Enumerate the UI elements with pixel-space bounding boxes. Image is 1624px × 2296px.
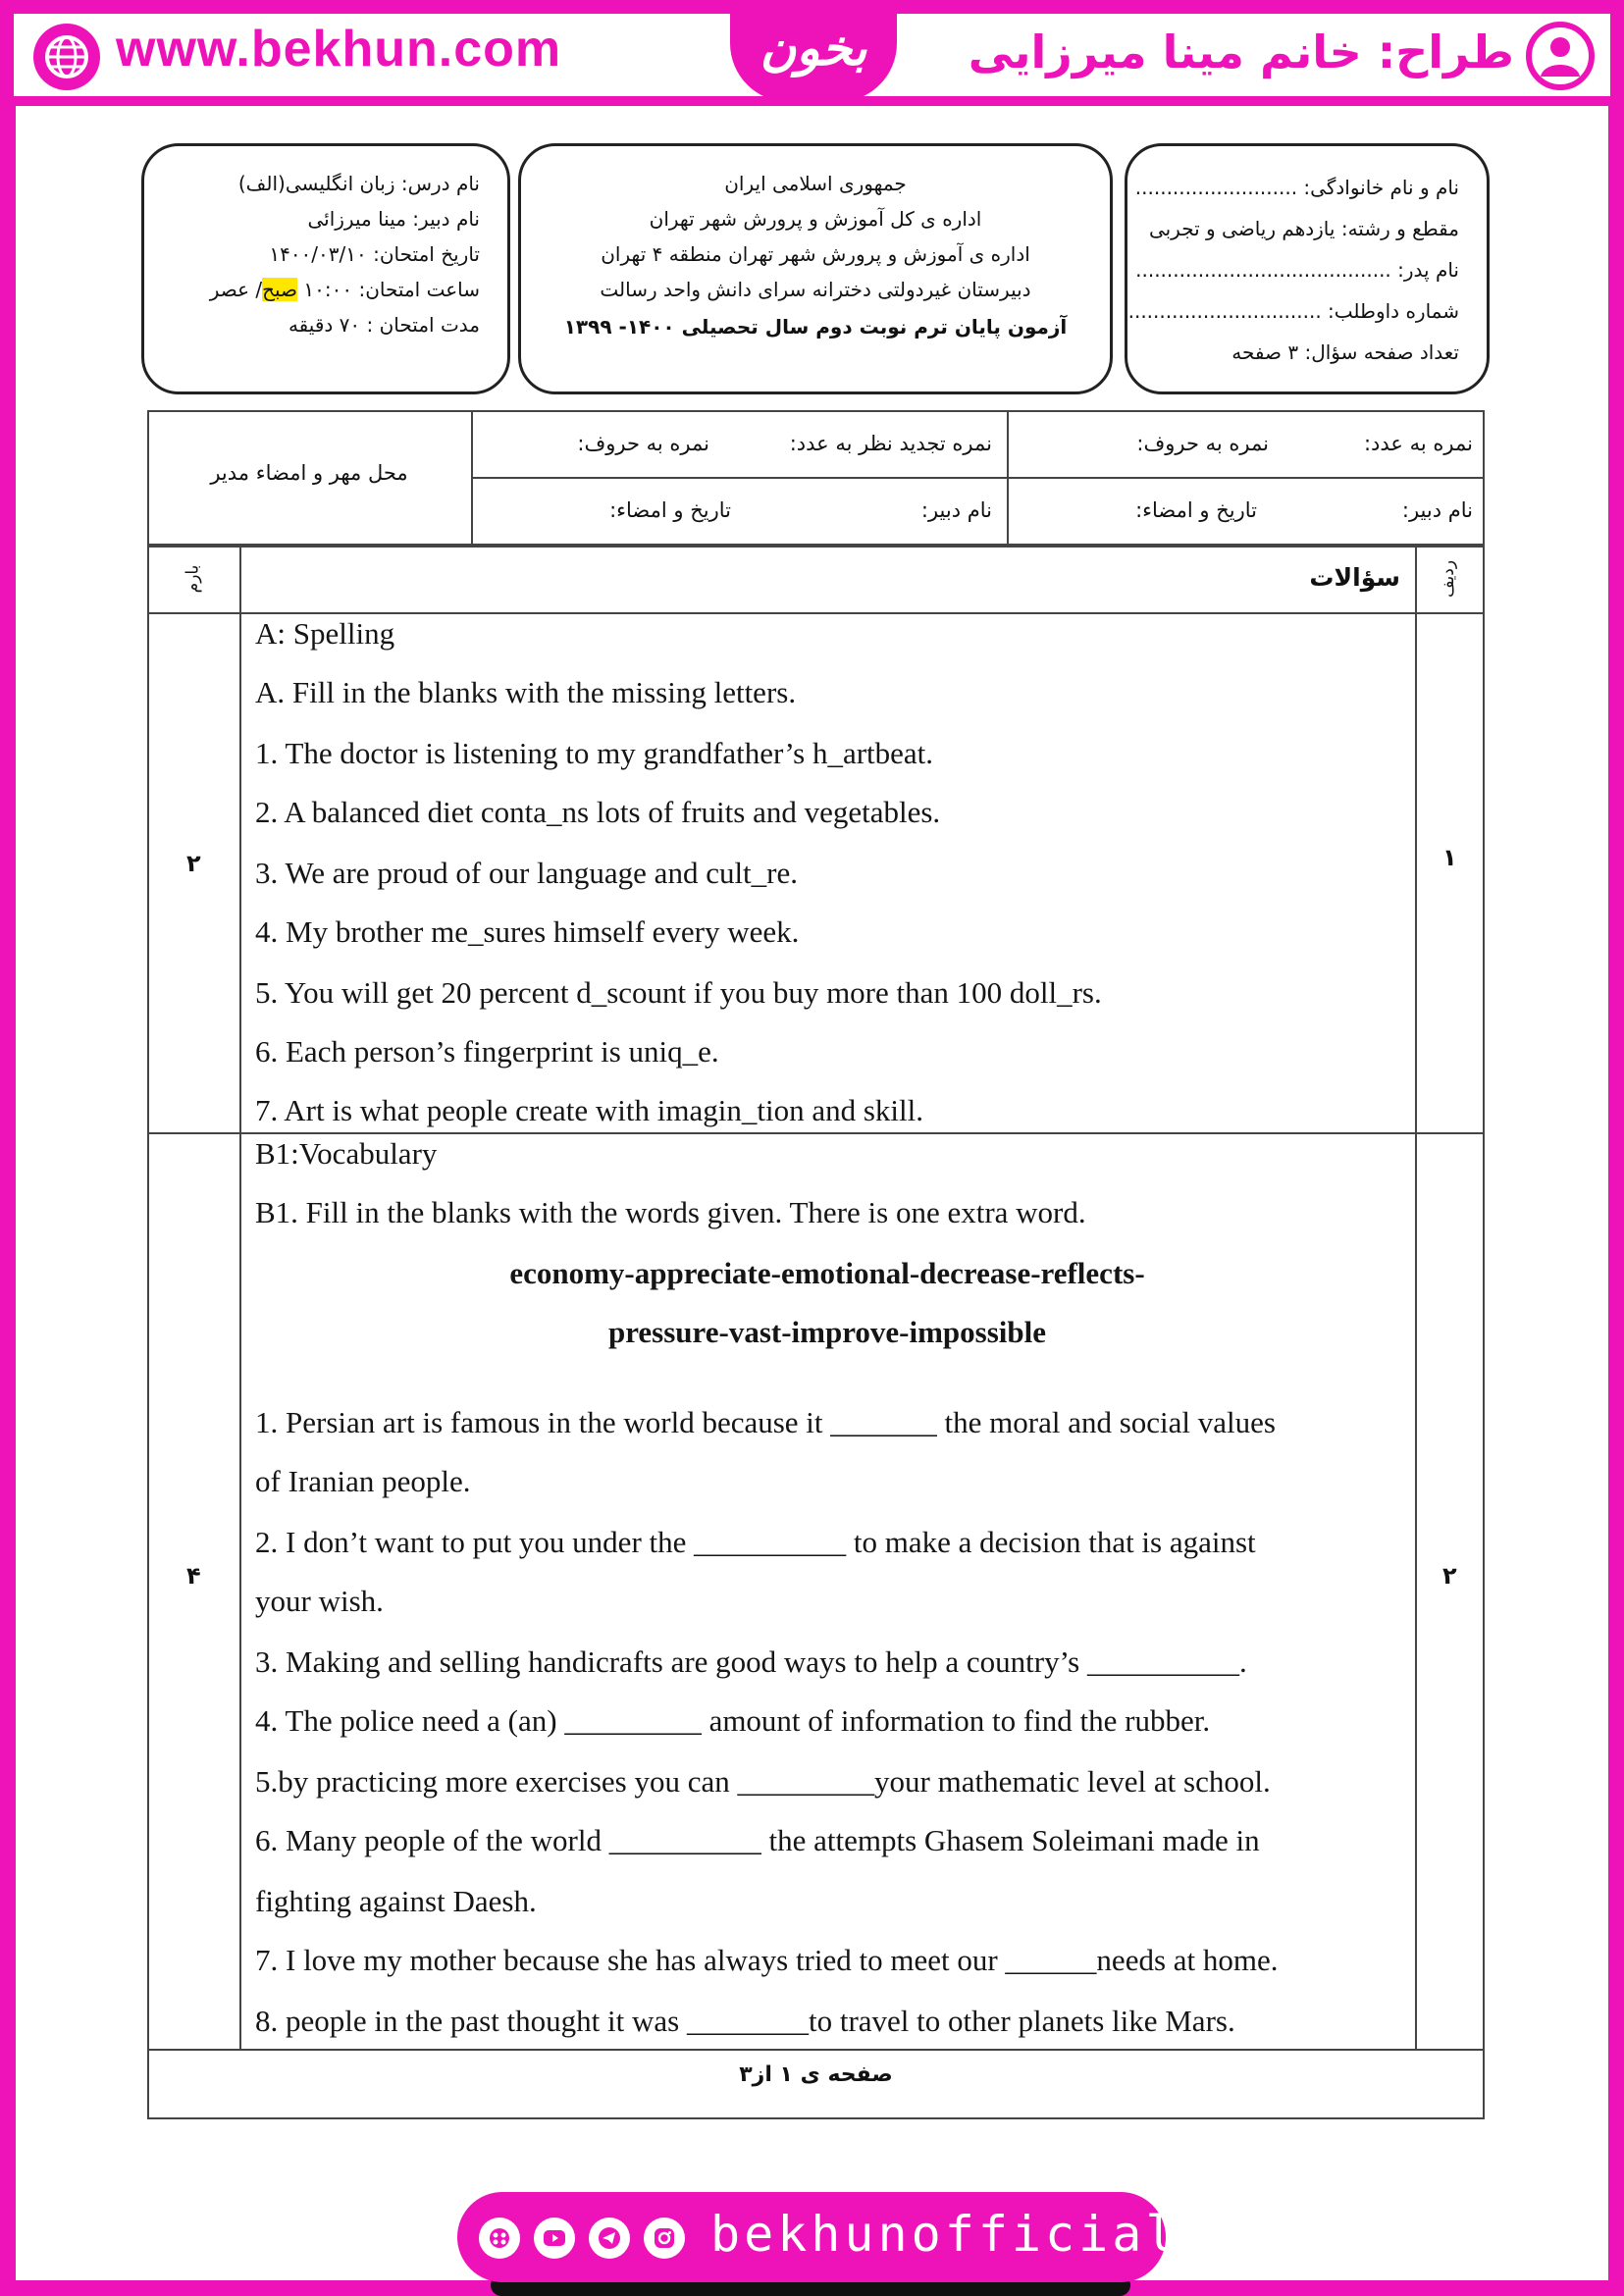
score-column-header: بارم [183,564,203,594]
social-handle[interactable]: bekhunofficial [710,2206,1179,2263]
logo-text: بخون [760,20,867,77]
user-icon [1526,22,1595,90]
section-2-row: ۲ [1442,1562,1457,1590]
section-1-title: A: Spelling [255,616,395,651]
row-column-header: ردیف [1438,559,1458,599]
principal-seal-label: محل مهر و امضاء مدیر [210,461,408,485]
vocab-line-7: 5.by practicing more exercises you can _________your mathematic level at school. [255,1764,1271,1799]
exam-title: آزمون پایان ترم نوبت دوم سال تحصیلی ۱۴۰۰- ۱۳۹۹ [563,315,1068,339]
divider [149,1132,1483,1134]
review-letters-label: نمره به حروف: [577,432,709,455]
divider [149,612,1483,614]
teacher-name: نام دبیر: مینا میرزائی [307,207,480,231]
exam-date-value: ۱۴۰۰/۰۳/۱۰ [269,242,367,266]
social-footer [457,2192,1179,2282]
vocab-line-8: 6. Many people of the world __________ the attempts Ghasem Soleimani made in [255,1823,1260,1857]
teacher-name-label: نام دبیر: [1401,498,1473,522]
word-bank-line-1: economy-appreciate-emotional-decrease-reflects- [509,1256,1145,1290]
vocab-line-9: fighting against Daesh. [255,1884,537,1918]
spelling-item-1: 1. The doctor is listening to my grandfather’s h_artbeat. [255,736,934,770]
vocab-line-2: of Iranian people. [255,1464,471,1498]
instagram-icon[interactable] [644,2218,685,2259]
exam-time-morning: صبح [262,278,298,301]
vocab-line-11: 8. people in the past thought it was ________to travel to other planets like Mars. [255,2004,1235,2038]
spelling-item-2: 2. A balanced diet conta_ns lots of fruits and vegetables. [255,795,941,829]
grade-table [147,410,1485,546]
student-name-field: نام و نام خانوادگی: .......................... [1134,176,1459,199]
page-number: صفحه ی ۱ از۳ [739,2062,893,2087]
exam-info-box [141,143,510,394]
exam-duration: مدت امتحان : ۷۰ دقیقه [288,313,480,337]
divider [471,477,1483,479]
date-sign-label-2: تاریخ و امضاء: [609,498,731,522]
school-info-box [518,143,1113,394]
aparat-icon[interactable] [479,2218,520,2259]
divider [239,548,241,2049]
exam-time [210,278,480,301]
vocab-line-1: 1. Persian art is famous in the world because it _______ the moral and social values [255,1405,1276,1439]
candidate-number-field: شماره داوطلب: ............................... [1127,299,1459,323]
student-info-box [1125,143,1490,394]
school-line-3: اداره ی آموزش و پرورش شهر تهران منطقه ۴ تهران [601,242,1030,266]
vocab-line-4: your wish. [255,1584,384,1618]
exam-time-label: ساعت امتحان: [358,278,480,301]
vocab-line-3: 2. I don’t want to put you under the __________ to make a decision that is against [255,1525,1256,1559]
spelling-item-4: 4. My brother me_sures himself every week. [255,914,800,949]
spelling-item-3: 3. We are proud of our language and cult_re. [255,856,799,890]
student-grade-field: مقطع و رشته: یازدهم ریاضی و تجربی [1148,217,1459,240]
globe-icon [33,24,100,90]
exam-date-label: تاریخ امتحان: [373,242,480,266]
brand-logo [730,0,897,102]
school-line-4: دبیرستان غیردولتی دخترانه سرای دانش واحد رسالت [600,278,1031,301]
section-2-score: ۴ [186,1562,201,1590]
spelling-item-7: 7. Art is what people create with imagin_tion and skill. [255,1093,924,1127]
section-1-row: ۱ [1442,844,1457,871]
vocab-line-5: 3. Making and selling handicrafts are good ways to help a country’s __________. [255,1644,1247,1679]
questions-table [147,546,1485,2119]
youtube-icon[interactable] [534,2218,575,2259]
word-bank-line-2: pressure-vast-improve-impossible [607,1315,1047,1349]
vocab-line-10: 7. I love my mother because she has always tried to meet our ______needs at home. [255,1943,1279,1977]
exam-time-value: ۱۰:۰۰ [303,278,353,301]
section-1-score: ۲ [186,850,201,877]
section-2-title: B1:Vocabulary [255,1136,438,1171]
course-name: نام درس: زبان انگلیسی(الف) [237,172,480,195]
questions-column-header: سؤالات [1309,563,1400,592]
section-2-instruction: B1. Fill in the blanks with the words given. There is one extra word. [255,1195,1086,1229]
exam-time-rest: / عصر [209,278,263,301]
page-count: تعداد صفحه سؤال: ۳ صفحه [1231,340,1459,364]
date-sign-label: تاریخ و امضاء: [1135,498,1257,522]
divider [1415,548,1417,2049]
father-name-field: نام پدر: ......................................... [1135,258,1459,282]
telegram-icon[interactable] [589,2218,630,2259]
school-line-2: اداره ی کل آموزش و پرورش شهر تهران [649,207,982,231]
brand-header [0,0,1624,106]
spelling-item-6: 6. Each person’s fingerprint is uniq_e. [255,1034,719,1069]
score-number-label: نمره به عدد: [1363,432,1473,455]
review-number-label: نمره تجدید نظر به عدد: [789,432,992,455]
vocab-line-6: 4. The police need a (an) _________ amount of information to find the rubber. [255,1703,1211,1738]
website-link[interactable]: www.bekhun.com [116,21,562,78]
score-letters-label: نمره به حروف: [1136,432,1269,455]
spelling-item-5: 5. You will get 20 percent d_scount if you buy more than 100 doll_rs. [255,975,1102,1010]
designer-credit: طراح: خانم مینا میرزایی [968,26,1514,78]
divider [149,2049,1483,2051]
exam-date [269,242,480,266]
teacher-name-label-2: نام دبیر: [920,498,992,522]
school-line-1: جمهوری اسلامی ایران [724,172,907,195]
section-1-instruction: A. Fill in the blanks with the missing letters. [255,675,797,709]
